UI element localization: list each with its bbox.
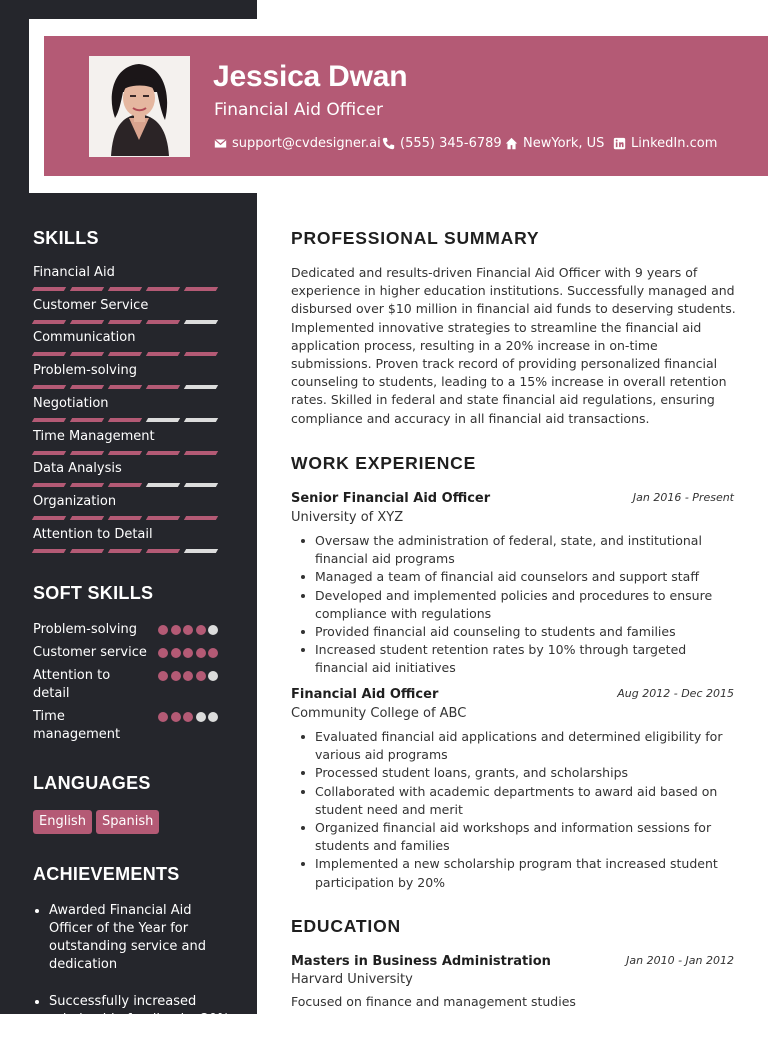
rating-dot [208,648,218,658]
rating-dot [171,671,181,681]
skill-level-segment [184,320,218,324]
skill-level-bar [33,549,223,553]
candidate-title: Financial Aid Officer [214,100,384,120]
job-title: Financial Aid Officer [291,687,439,702]
contact-email-text: support@cvdesigner.ai [232,135,381,151]
linkedin-icon [613,137,626,150]
skill-level-bar [33,516,223,520]
rating-dot [208,625,218,635]
skill-level-segment [108,483,142,487]
soft-skill-label: Time management [33,709,121,742]
rating-dot [171,625,181,635]
soft-skill-rating [158,648,221,658]
skill-level-segment [32,320,66,324]
soft-skill-rating [158,671,221,681]
skill-level-segment [32,451,66,455]
skill-level-segment [108,287,142,291]
skill-level-segment [32,352,66,356]
skill-level-segment [32,516,66,520]
skill-level-segment [108,549,142,553]
education-date: Jan 2010 - Jan 2012 [626,954,734,967]
skill-level-segment [70,352,104,356]
skill-level-segment [146,320,180,324]
job-bullet: Increased student retention rates by 10% through targeted financial aid initiatives [291,641,739,677]
contact-linkedin-text: LinkedIn.com [631,135,718,151]
rating-dot [196,712,206,722]
skill-level-bar [33,483,223,487]
skill-level-segment [108,516,142,520]
summary-text: Dedicated and results-driven Financial Aid Officer with 9 years of experience in higher education institutions. Successfully managed and disbursed over $10 million in financial aid funds to deserving students. Implemented innovative strategies to streamline the financial aid application process, resulting in a 20% increase in on-time submissions. Proven track record of providing personalized financial counseling to students, leading to a 15% increase in overall retention rates. Skilled in federal and state financial aid regulations, ensuring compliance and accuracy in all financial aid transactions. [291,265,736,426]
skills-heading: SKILLS [33,228,99,248]
skill-level-segment [70,418,104,422]
summary-heading: PROFESSIONAL SUMMARY [291,228,540,248]
skill-level-segment [146,287,180,291]
skill-level-segment [108,385,142,389]
skill-level-segment [32,483,66,487]
job-organization: University of XYZ [291,510,404,525]
skill-level-segment [184,483,218,487]
skill-label: Attention to Detail [33,526,153,542]
job-title: Senior Financial Aid Officer [291,491,491,506]
rating-dot [158,648,168,658]
rating-dot [208,712,218,722]
avatar [89,56,190,157]
skill-level-segment [32,385,66,389]
skill-level-segment [146,451,180,455]
skill-level-segment [146,516,180,520]
achievements-list [33,902,233,1048]
job-bullet: Developed and implemented policies and procedures to ensure compliance with regulations [291,587,739,623]
job-bullet: Evaluated financial aid applications and determined eligibility for various aid programs [291,728,739,764]
skill-level-segment [32,418,66,422]
skill-level-segment [146,352,180,356]
education-heading: EDUCATION [291,916,401,936]
candidate-name: Jessica Dwan [213,60,408,93]
skill-label: Time Management [33,428,155,444]
soft-skill-rating [158,712,221,722]
language-tag: English [33,810,92,834]
skill-level-bar [33,418,223,422]
skill-label: Communication [33,330,136,346]
skill-level-segment [32,287,66,291]
skill-level-segment [70,287,104,291]
soft-skill-label: Attention to detail [33,668,111,701]
skill-label: Negotiation [33,395,109,411]
rating-dot [183,625,193,635]
achievement-item: Awarded Financial Aid Officer of the Year for outstanding service and dedication [33,902,233,974]
rating-dot [196,625,206,635]
skill-level-segment [108,352,142,356]
soft-skill-label: Problem-solving [33,622,137,637]
skill-label: Organization [33,493,117,509]
skill-level-segment [184,385,218,389]
skill-level-segment [70,451,104,455]
skill-level-segment [146,418,180,422]
experience-heading: WORK EXPERIENCE [291,453,477,473]
rating-dot [183,671,193,681]
skill-label: Customer Service [33,297,149,313]
skill-level-bar [33,320,223,324]
skill-level-segment [146,385,180,389]
rating-dot [158,712,168,722]
languages-heading: LANGUAGES [33,773,151,793]
skill-level-segment [184,287,218,291]
job-bullet: Provided financial aid counseling to students and families [291,623,739,641]
skill-level-segment [70,385,104,389]
rating-dot [171,648,181,658]
soft-skill-label: Customer service [33,645,147,660]
contact-phone[interactable] [382,135,502,151]
skill-level-segment [70,320,104,324]
contact-linkedin[interactable] [613,135,717,151]
job-bullet: Organized financial aid workshops and information sessions for students and families [291,819,739,855]
rating-dot [196,671,206,681]
soft-skill-rating [158,625,221,635]
job-bullet: Processed student loans, grants, and scholarships [291,764,739,782]
skill-level-segment [70,483,104,487]
skill-level-segment [184,549,218,553]
job-date: Aug 2012 - Dec 2015 [617,687,734,700]
rating-dot [158,625,168,635]
skill-level-segment [70,516,104,520]
job-bullet: Collaborated with academic departments to award aid based on student need and merit [291,783,739,819]
rating-dot [208,671,218,681]
job-bullet: Implemented a new scholarship program that increased student participation by 20% [291,855,739,891]
skill-level-segment [184,516,218,520]
rating-dot [183,712,193,722]
achievements-heading: ACHIEVEMENTS [33,864,180,884]
skill-level-segment [184,418,218,422]
skill-level-segment [108,451,142,455]
skill-level-segment [146,483,180,487]
school-name: Harvard University [291,972,413,987]
job-bullets [291,728,739,892]
skill-level-bar [33,352,223,356]
job-date: Jan 2016 - Present [632,491,734,504]
skill-level-segment [108,320,142,324]
skill-level-segment [108,418,142,422]
skill-label: Data Analysis [33,461,122,477]
skill-level-segment [184,352,218,356]
contact-location-text: NewYork, US [523,135,605,151]
rating-dot [183,648,193,658]
envelope-icon [214,137,227,150]
skill-level-segment [184,451,218,455]
skill-level-segment [32,549,66,553]
phone-icon [382,137,395,150]
contact-email[interactable] [214,135,381,151]
job-organization: Community College of ABC [291,706,467,721]
achievement-item: Successfully increased scholarship funding by 20% [33,993,233,1029]
skill-label: Financial Aid [33,265,115,280]
rating-dot [171,712,181,722]
skill-level-segment [70,549,104,553]
contact-phone-text: (555) 345-6789 [400,135,502,151]
skill-level-bar [33,385,223,389]
skill-level-bar [33,451,223,455]
rating-dot [158,671,168,681]
education-description: Focused on finance and management studies [291,994,576,1009]
skill-level-segment [146,549,180,553]
home-icon [505,137,518,150]
soft-skills-heading: SOFT SKILLS [33,583,154,603]
job-bullet: Oversaw the administration of federal, state, and institutional financial aid programs [291,532,739,568]
rating-dot [196,648,206,658]
job-bullet: Managed a team of financial aid counselors and support staff [291,568,739,586]
skill-level-bar [33,287,223,291]
contact-location [505,135,604,151]
language-tag: Spanish [96,810,159,834]
degree-title: Masters in Business Administration [291,954,551,969]
skill-label: Problem-solving [33,363,137,379]
job-bullets [291,532,739,678]
